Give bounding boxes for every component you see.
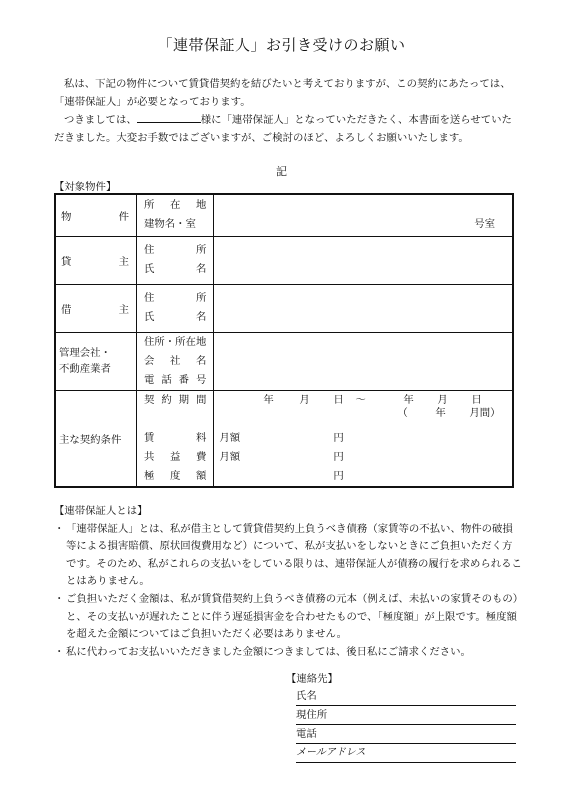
intro-paragraph-2	[54, 111, 514, 147]
intro-text	[54, 76, 514, 147]
period-start-day: 日	[333, 393, 344, 406]
period-months: 月間）	[469, 406, 501, 419]
cat-lessee-c1: 借	[61, 303, 72, 316]
period-line-2	[217, 404, 509, 423]
cat-lessee	[55, 284, 137, 332]
ki-label: 記	[276, 165, 287, 178]
sub-lessee	[137, 284, 214, 332]
limit-line	[217, 467, 509, 486]
cat-contract	[55, 390, 137, 487]
guarantor-name-blank	[137, 111, 201, 123]
desc-item-text-1: 「連帯保証人」とは、私が借主として賃貸借契約上負うべき債務（家賃等の不払い、物件の破損等による損害賠償、原状回復費用など）について、私が支払いをしないときにご負担いただく方です。そのため、私がこれらの支払いをしている限りは、連帯保証人が債務の履行を求められることはありません。	[66, 522, 522, 588]
desc-item-text-3: 私に代わってお支払いいただきました金額につきましては、後日私にご請求ください。	[66, 645, 471, 658]
intro-p2-before: つきましては、	[64, 114, 137, 127]
guarantor-description	[54, 503, 522, 661]
lessee-addr-c1: 住	[144, 292, 155, 304]
rent-c1: 賃	[144, 431, 155, 444]
intro-paragraph-1: 私は、下記の物件について賃貸借契約を結びたいと考えておりますが、この契約にあたっては、「連帯保証人」が必要となっております。	[54, 78, 511, 108]
period-paren-open: （	[397, 406, 408, 419]
cat-lessor-c1: 貸	[61, 255, 72, 268]
contact-heading: 【連絡先】	[286, 673, 338, 685]
period-c4: 間	[195, 393, 207, 406]
cat-lessor	[55, 236, 137, 284]
page-title: 「連帯保証人」お引き受けのお願い	[157, 36, 406, 54]
period-c1: 契	[144, 393, 155, 406]
rent-yen: 円	[333, 431, 344, 444]
phone-c2: 話	[161, 373, 172, 386]
val-property	[214, 194, 513, 236]
cat-property-c2: 件	[118, 210, 129, 223]
desc-list	[54, 521, 522, 662]
intro-p2-after: 様に「連帯保証人」となっていただきたく、本書面を送らせていただきました。大変お手数ではございますが、ご検討のほど、よろしくお願いいたします。	[54, 114, 512, 144]
row-lessee	[55, 284, 513, 332]
val-contract	[214, 390, 513, 487]
cat-property-c1: 物	[61, 210, 72, 223]
addr-c1: 所	[144, 199, 155, 212]
row-property	[55, 194, 513, 236]
fee-monthly: 月額	[219, 450, 241, 463]
phone-c4: 号	[195, 373, 207, 386]
sub-contract	[137, 390, 214, 487]
addr-c3: 地	[195, 199, 207, 212]
company-c1: 会	[144, 354, 155, 367]
limit-c3: 額	[195, 469, 207, 482]
desc-item-text-2: ご負担いただく金額は、私が賃貸借契約上負うべき債務の元本（例えば、未払いの家賃そのもの）と、その支払いが遅れたことに伴う遅延損害金を合わせたもので、「極度額」が上限です。極度額を超えた金額についてはご負担いただく必要はありません。	[66, 592, 518, 641]
sub-lessor	[137, 236, 214, 284]
phone-c3: 番	[178, 373, 190, 386]
bullet-icon: ・	[54, 522, 65, 535]
limit-yen: 円	[333, 469, 344, 482]
rent-line	[217, 429, 509, 448]
company-c2: 社	[169, 354, 181, 367]
sub-property	[137, 194, 214, 236]
period-tilde: 〜	[355, 393, 366, 406]
limit-c2: 度	[169, 469, 181, 482]
lessor-addr-c1: 住	[144, 244, 155, 256]
sub-agency	[137, 332, 214, 390]
rent-monthly: 月額	[219, 431, 241, 444]
rent-c2: 料	[195, 431, 207, 444]
property-section-label: 【対象物件】	[54, 181, 117, 193]
cat-lessee-c2: 主	[118, 303, 129, 316]
val-agency	[214, 332, 513, 390]
row-contract	[55, 390, 513, 487]
bullet-icon: ・	[54, 592, 65, 605]
period-end-year: 年	[403, 393, 414, 406]
agency-addr-label: 住所・所在地	[144, 335, 207, 348]
room-label: 号室	[474, 218, 495, 231]
period-start-year: 年	[263, 393, 274, 406]
val-lessee	[214, 284, 513, 332]
row-lessor	[55, 236, 513, 284]
cat-property	[55, 194, 137, 236]
fee-c1: 共	[144, 450, 155, 463]
building-label: 建物名・室	[144, 218, 196, 231]
period-end-day: 日	[471, 393, 482, 406]
desc-heading: 【連帯保証人とは】	[54, 505, 148, 517]
desc-item	[54, 644, 522, 662]
fee-c2: 益	[169, 450, 181, 463]
lessee-name-c1: 氏	[144, 311, 155, 323]
cat-lessor-c2: 主	[118, 255, 129, 268]
desc-item	[54, 591, 522, 644]
lessor-name-c1: 氏	[144, 263, 155, 275]
desc-item	[54, 521, 522, 591]
contact-email-field[interactable]: メールアドレス	[296, 744, 516, 763]
cat-agency	[55, 332, 137, 390]
cat-agency-line1: 管理会社・	[59, 347, 111, 359]
contact-phone-field[interactable]: 電話	[296, 725, 516, 744]
cat-contract-label: 主な契約条件	[59, 433, 122, 446]
property-table	[54, 193, 514, 488]
lessor-name-c2: 名	[195, 263, 207, 275]
contact-address-field[interactable]: 現住所	[296, 706, 516, 725]
cat-agency-line2: 不動産業者	[59, 363, 111, 375]
period-c2: 約	[161, 393, 172, 406]
lessor-addr-c2: 所	[195, 244, 207, 256]
limit-c1: 極	[144, 469, 155, 482]
period-years: 年	[435, 406, 446, 419]
addr-c2: 在	[169, 199, 181, 212]
period-start-month: 月	[299, 393, 310, 406]
fee-c3: 費	[195, 450, 207, 463]
phone-c1: 電	[144, 373, 155, 386]
period-c3: 期	[178, 393, 190, 406]
bullet-icon: ・	[54, 645, 65, 658]
lessee-name-c2: 名	[195, 311, 207, 323]
period-end-month: 月	[437, 393, 448, 406]
fee-line	[217, 448, 509, 467]
company-c3: 名	[195, 354, 207, 367]
contact-name-field[interactable]: 氏名	[296, 687, 516, 706]
val-lessor	[214, 236, 513, 284]
contact-section	[286, 670, 516, 763]
fee-yen: 円	[333, 450, 344, 463]
lessee-addr-c2: 所	[195, 292, 207, 304]
row-agency	[55, 332, 513, 390]
